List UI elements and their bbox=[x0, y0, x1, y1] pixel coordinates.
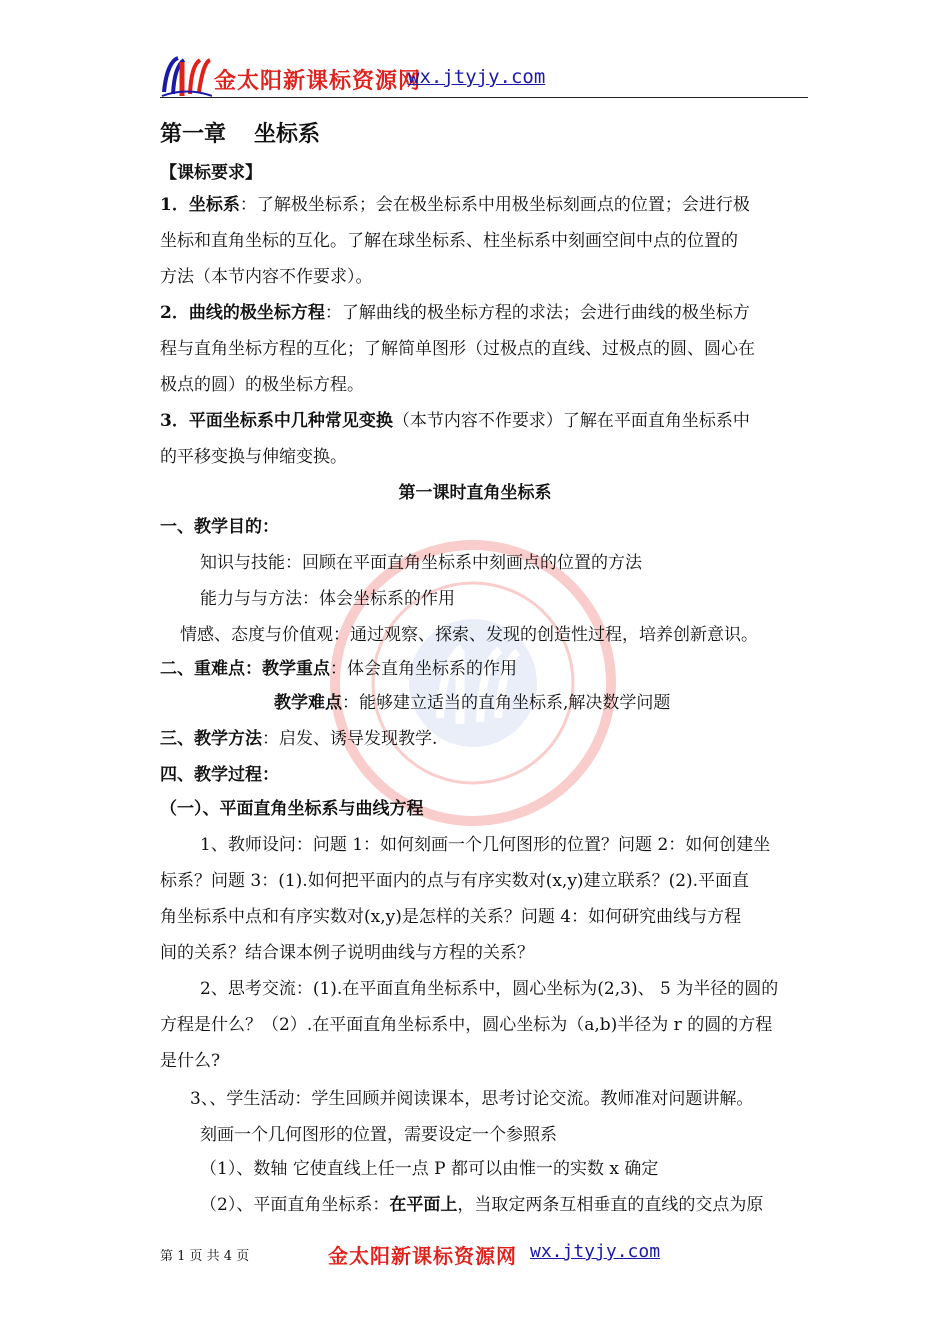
page-number: 第 1 页 共 4 页 bbox=[160, 1249, 250, 1264]
req2-line3: 极点的圆）的极坐标方程。 bbox=[160, 375, 364, 395]
para3-line1: 3、、学生活动：学生回顾并阅读课本，思考讨论交流。教师准对问题讲解。 bbox=[190, 1089, 754, 1109]
section1-heading: 一、教学目的： bbox=[160, 517, 279, 537]
section2-difficulty: 教学难点：能够建立适当的直角坐标系,解决数学问题 bbox=[274, 693, 671, 713]
header-site-name: 金太阳新课标资源网 bbox=[214, 69, 422, 94]
req2-line2: 程与直角坐标方程的互化；了解简单图形（过极点的直线、过极点的圆、圆心在 bbox=[160, 339, 755, 359]
req1-line2: 坐标和直角坐标的互化。了解在球坐标系、柱坐标系中刻画空间中点的位置的 bbox=[160, 231, 738, 251]
objective-attitude: 情感、态度与价值观：通过观察、探索、发现的创造性过程，培养创新意识。 bbox=[180, 625, 758, 645]
section4-heading: 四、教学过程： bbox=[160, 765, 279, 785]
para3-line4: （2）、平面直角坐标系：在平面上，当取定两条互相垂直的直线的交点为原 bbox=[200, 1195, 764, 1215]
req3-line1: 3．平面坐标系中几种常见变换（本节内容不作要求）了解在平面直角坐标系中 bbox=[160, 411, 750, 431]
objective-knowledge: 知识与技能：回顾在平面直角坐标系中刻画点的位置的方法 bbox=[200, 553, 642, 573]
lesson-title: 第一课时直角坐标系 bbox=[398, 483, 552, 503]
para2-line2: 方程是什么？（2）.在平面直角坐标系中，圆心坐标为（a,b)半径为 r 的圆的方程 bbox=[160, 1015, 773, 1035]
logo-icon bbox=[160, 52, 212, 100]
para1-line4: 间的关系？结合课本例子说明曲线与方程的关系？ bbox=[160, 943, 534, 963]
header-url-link[interactable]: wx.jtyjy.com bbox=[408, 66, 546, 88]
para2-line3: 是什么? bbox=[160, 1051, 221, 1071]
requirements-heading: 【课标要求】 bbox=[160, 163, 262, 183]
para1-line2: 标系？问题 3：(1).如何把平面内的点与有序实数对(x,y)建立联系？(2).平面直 bbox=[160, 871, 750, 891]
req1-line3: 方法（本节内容不作要求）。 bbox=[160, 267, 373, 287]
req2-line1: 2．曲线的极坐标方程：了解曲线的极坐标方程的求法；会进行曲线的极坐标方 bbox=[160, 303, 750, 323]
page-footer bbox=[160, 1238, 808, 1268]
subsection1-heading: （一）、平面直角坐标系与曲线方程 bbox=[160, 799, 424, 819]
req1-line1: 1．坐标系：了解极坐标系；会在极坐标系中用极坐标刻画点的位置；会进行极 bbox=[160, 195, 750, 215]
header-divider bbox=[160, 97, 808, 98]
section3-method: 三、教学方法：启发、诱导发现教学. bbox=[160, 729, 438, 749]
objective-ability: 能力与与方法：体会坐标系的作用 bbox=[200, 589, 455, 609]
para2-line1: 2、思考交流：(1).在平面直角坐标系中，圆心坐标为(2,3)、 5 为半径的圆的 bbox=[200, 979, 779, 999]
footer-site-name: 金太阳新课标资源网 bbox=[328, 1244, 517, 1268]
req3-line2: 的平移变换与伸缩变换。 bbox=[160, 447, 347, 467]
footer-url-link[interactable]: wx.jtyjy.com bbox=[530, 1241, 661, 1262]
para1-line3: 角坐标系中点和有序实数对(x,y)是怎样的关系？问题 4：如何研究曲线与方程 bbox=[160, 907, 742, 927]
section2-key-point: 二、重难点：教学重点：体会直角坐标系的作用 bbox=[160, 659, 517, 679]
watermark-seal-icon bbox=[328, 538, 618, 828]
chapter-title: 第一章 坐标系 bbox=[160, 122, 321, 147]
para1-line1: 1、教师设问：问题 1：如何刻画一个几何图形的位置？问题 2：如何创建坐 bbox=[200, 835, 771, 855]
para3-line3: （1）、数轴 它使直线上任一点 P 都可以由惟一的实数 x 确定 bbox=[200, 1159, 659, 1179]
para3-line2: 刻画一个几何图形的位置，需要设定一个参照系 bbox=[200, 1125, 557, 1145]
page-header bbox=[160, 52, 808, 100]
